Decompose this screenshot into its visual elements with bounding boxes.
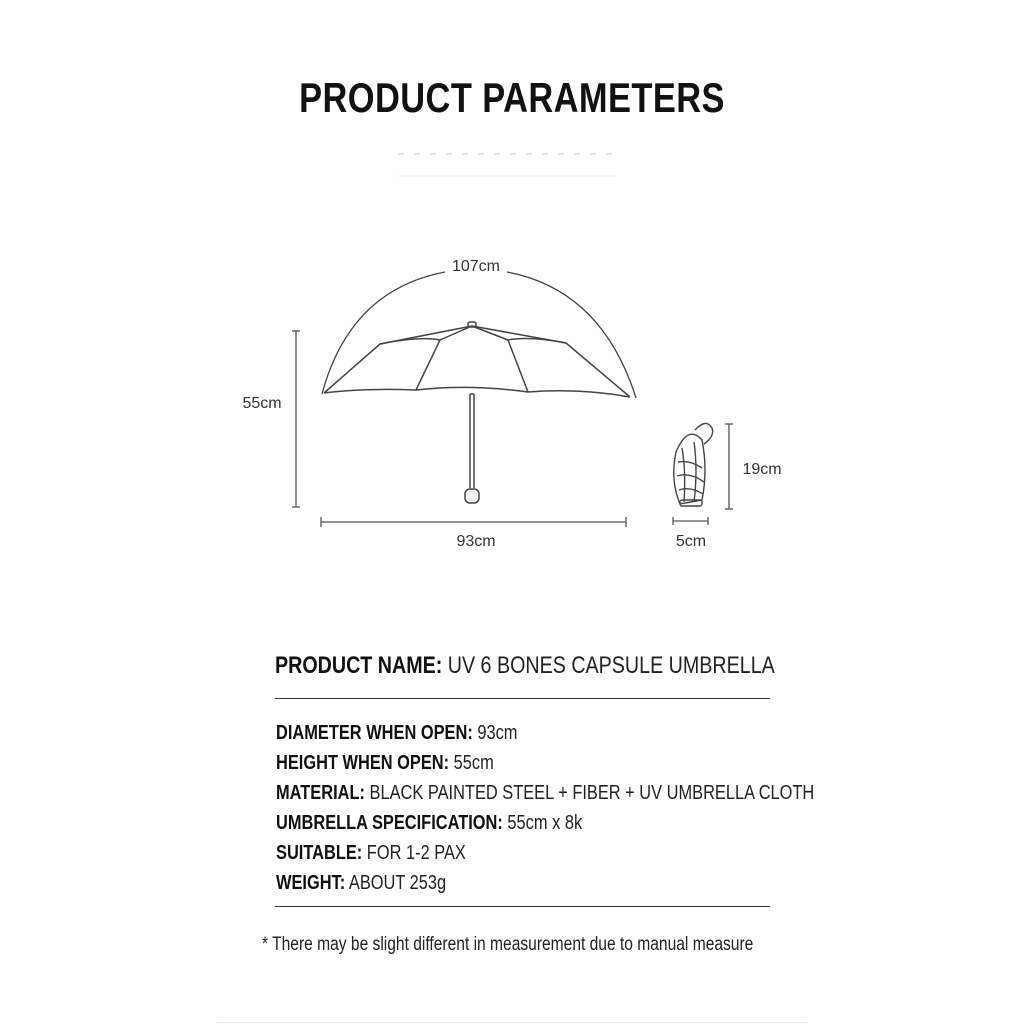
arc-dimension-label: 107cm: [451, 258, 501, 275]
spec-value: 55cm: [449, 752, 494, 774]
spec-value: 55cm x 8k: [502, 812, 583, 834]
spec-row-suitable: [276, 838, 814, 868]
arc-dimension-line-left: [322, 272, 445, 394]
spec-value: FOR 1-2 PAX: [362, 842, 466, 864]
spec-label: DIAMETER WHEN OPEN:: [276, 722, 473, 744]
open-umbrella-icon: [324, 322, 630, 503]
spec-row-material: [276, 778, 814, 808]
spec-row-diameter: [276, 718, 814, 748]
spec-list: [276, 718, 932, 898]
spec-value: BLACK PAINTED STEEL + FIBER + UV UMBRELLA CLOTH: [364, 782, 815, 804]
closed-width-dimension-label: 5cm: [675, 533, 707, 550]
spec-label: SUITABLE:: [276, 842, 363, 864]
closed-umbrella-icon: [674, 423, 713, 506]
spec-label: HEIGHT WHEN OPEN:: [276, 752, 450, 774]
width-dimension-label: 93cm: [456, 533, 496, 550]
spec-label: WEIGHT:: [276, 872, 346, 894]
product-name-label: PRODUCT NAME:: [275, 652, 443, 679]
page-title: PRODUCT PARAMETERS: [299, 74, 725, 121]
product-name-line: [275, 652, 775, 680]
spec-value: ABOUT 253g: [345, 872, 447, 894]
product-name-value: UV 6 BONES CAPSULE UMBRELLA: [442, 652, 775, 679]
spec-row-weight: [276, 868, 814, 898]
arc-dimension-line-right: [507, 272, 636, 398]
spec-row-height: [276, 748, 814, 778]
measurement-note: * There may be slight different in measurement due to manual measure: [262, 934, 754, 955]
spec-row-specification: [276, 808, 814, 838]
spec-label: UMBRELLA SPECIFICATION:: [276, 812, 503, 834]
height-dimension-label: 55cm: [242, 395, 282, 412]
divider-top: [275, 698, 770, 699]
spec-label: MATERIAL:: [276, 782, 365, 804]
closed-height-dimension-label: 19cm: [742, 461, 782, 478]
page-bottom-line: [218, 1022, 806, 1023]
divider-bottom: [275, 906, 770, 907]
spec-value: 93cm: [472, 722, 518, 744]
